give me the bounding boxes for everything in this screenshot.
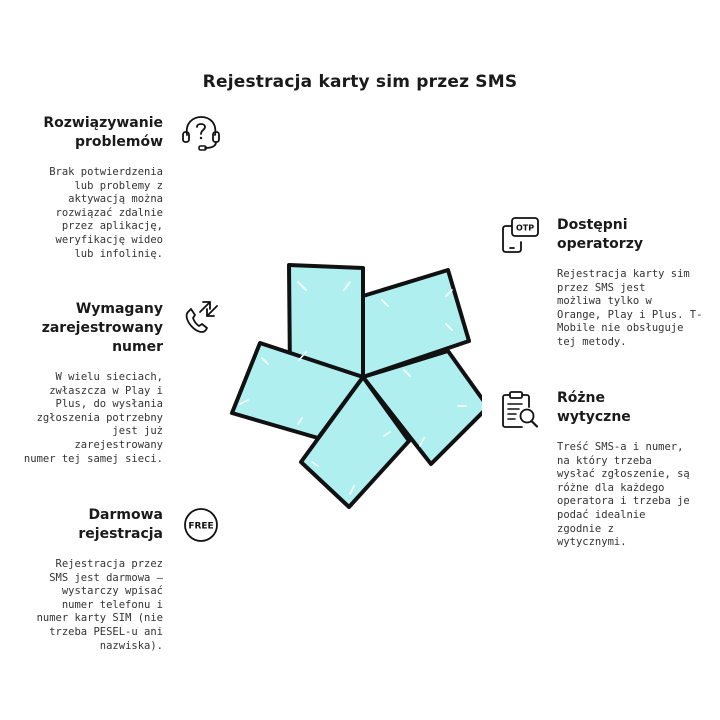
pinwheel-diagram <box>222 255 482 515</box>
troubleshooting-heading: Rozwiązywanie problemów <box>43 115 163 150</box>
free-registration-block <box>3 506 163 653</box>
otp-phone-icon <box>500 214 542 254</box>
guidelines-heading: Różne wytyczne <box>557 390 631 425</box>
page-title: Rejestracja karty sim przez SMS <box>202 72 518 92</box>
operators-block <box>557 216 717 350</box>
free-badge-icon <box>182 506 220 544</box>
registered-number-heading: Wymagany zarejestrowany numer <box>41 301 163 355</box>
free-registration-heading: Darmowa rejestracja <box>78 507 163 542</box>
registered-number-block <box>3 300 163 466</box>
document-search-icon <box>500 390 542 430</box>
otp-label: OTP <box>515 223 535 233</box>
registered-number-description: W wielu sieciach, zwłaszcza w Play i Plus, do wysłania zgłoszenia potrzebny jest już zarejestrowany numer tej samej sieci. <box>23 371 163 465</box>
troubleshooting-block <box>3 114 163 261</box>
troubleshooting-description: Brak potwierdzenia lub problemy z aktywacją można rozwiązać zdalnie przez aplikację, weryfikację wideo lub infolinię. <box>49 166 163 260</box>
free-badge-label: FREE <box>188 521 214 532</box>
free-registration-description: Rejestracja przez SMS jest darmowa – wystarczy wpisać numer telefonu i numer karty SIM (nie trzeba PESEL-u ani nazwiska). <box>36 558 163 652</box>
guidelines-description: Treść SMS-a i numer, na który trzeba wysłać zgłoszenie, są różne dla każdego operatora i trzeba je podać idealnie zgodnie z wytycznymi. <box>557 441 690 549</box>
guidelines-block <box>557 389 717 550</box>
headset-question-icon <box>180 114 222 152</box>
phone-call-icon <box>180 298 222 336</box>
operators-description: Rejestracja karty sim przez SMS jest możliwa tylko w Orange, Play i Plus. T- Mobile nie obsługuje tej metody. <box>557 268 703 348</box>
operators-heading: Dostępni operatorzy <box>557 217 643 252</box>
